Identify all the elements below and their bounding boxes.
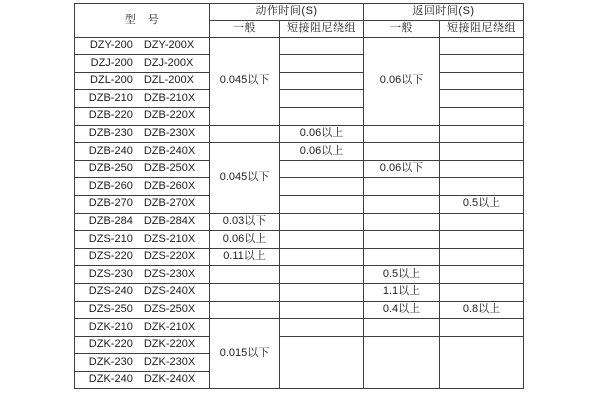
return-damping-cell bbox=[440, 125, 524, 143]
model-cell: DZS-210 DZS-210X bbox=[75, 231, 210, 249]
return-damping-cell: 0.8以上 bbox=[440, 301, 524, 319]
return-damping-cell bbox=[440, 231, 524, 249]
action-damping-cell bbox=[280, 301, 364, 319]
return-general-cell bbox=[364, 178, 440, 196]
table-header bbox=[75, 4, 524, 38]
table-row bbox=[75, 160, 524, 178]
table-row bbox=[75, 125, 524, 143]
table-row bbox=[75, 266, 524, 284]
action-damping-cell bbox=[280, 72, 364, 90]
table-row bbox=[75, 37, 524, 55]
return-general-cell: 1.1以上 bbox=[364, 283, 440, 301]
return-general-cell bbox=[364, 248, 440, 266]
action-damping-cell bbox=[280, 231, 364, 249]
table-row bbox=[75, 90, 524, 108]
return-damping-cell bbox=[440, 90, 524, 108]
action-damping-cell bbox=[280, 266, 364, 284]
model-cell: DZL-200 DZL-200X bbox=[75, 72, 210, 90]
table-row bbox=[75, 319, 524, 337]
model-cell: DZS-230 DZS-230X bbox=[75, 266, 210, 284]
return-damping-cell bbox=[440, 319, 524, 337]
model-cell: DZB-240 DZB-240X bbox=[75, 143, 210, 161]
return-general-cell bbox=[364, 213, 440, 231]
return-general-cell: 0.5以上 bbox=[364, 266, 440, 284]
return-damping-cell bbox=[440, 266, 524, 284]
action-general-cell: 0.11以上 bbox=[210, 248, 280, 266]
table-row bbox=[75, 195, 524, 213]
table-row bbox=[75, 143, 524, 161]
return-damping-cell bbox=[440, 336, 524, 389]
table-row bbox=[75, 213, 524, 231]
header-return-general: 一般 bbox=[364, 20, 440, 37]
return-general-cell bbox=[364, 319, 440, 337]
model-cell: DZJ-200 DZJ-200X bbox=[75, 55, 210, 73]
model-cell: DZB-220 DZB-220X bbox=[75, 107, 210, 125]
action-damping-cell bbox=[280, 107, 364, 125]
return-damping-cell bbox=[440, 55, 524, 73]
return-damping-cell bbox=[440, 107, 524, 125]
return-general-cell: 0.06以下 bbox=[364, 160, 440, 178]
return-general-cell: 0.4以上 bbox=[364, 301, 440, 319]
return-general-cell: 0.06以下 bbox=[364, 37, 440, 125]
action-general-cell: 0.015以下 bbox=[210, 319, 280, 389]
return-damping-cell bbox=[440, 213, 524, 231]
return-damping-cell bbox=[440, 160, 524, 178]
action-damping-cell bbox=[280, 213, 364, 231]
model-cell: DZB-230 DZB-230X bbox=[75, 125, 210, 143]
model-cell: DZS-220 DZS-220X bbox=[75, 248, 210, 266]
action-damping-cell bbox=[280, 55, 364, 73]
return-general-cell bbox=[364, 336, 440, 389]
table-row bbox=[75, 283, 524, 301]
table-row bbox=[75, 248, 524, 266]
model-cell: DZS-250 DZS-250X bbox=[75, 301, 210, 319]
model-cell: DZB-260 DZB-260X bbox=[75, 178, 210, 196]
action-general-cell: 0.06以上 bbox=[210, 231, 280, 249]
model-cell: DZK-210 DZK-210X bbox=[75, 319, 210, 337]
action-damping-cell bbox=[280, 283, 364, 301]
relay-spec-table bbox=[74, 3, 524, 389]
table-row bbox=[75, 55, 524, 73]
table-row bbox=[75, 301, 524, 319]
model-cell: DZK-240 DZK-240X bbox=[75, 371, 210, 389]
return-general-cell bbox=[364, 231, 440, 249]
action-general-cell: 0.045以下 bbox=[210, 37, 280, 125]
model-cell: DZB-284 DZB-284X bbox=[75, 213, 210, 231]
model-cell: DZY-200 DZY-200X bbox=[75, 37, 210, 55]
action-damping-cell bbox=[280, 319, 364, 337]
action-damping-cell bbox=[280, 248, 364, 266]
return-damping-cell bbox=[440, 283, 524, 301]
return-general-cell bbox=[364, 125, 440, 143]
model-cell: DZK-230 DZK-230X bbox=[75, 354, 210, 372]
table-row bbox=[75, 336, 524, 354]
header-return-damping: 短接阻尼绕组 bbox=[440, 20, 524, 37]
header-return-time: 返回时间(S) bbox=[364, 4, 524, 21]
action-damping-cell bbox=[280, 195, 364, 213]
return-damping-cell bbox=[440, 37, 524, 55]
return-general-cell bbox=[364, 143, 440, 161]
return-damping-cell bbox=[440, 143, 524, 161]
action-general-cell bbox=[210, 266, 280, 284]
return-damping-cell bbox=[440, 72, 524, 90]
action-general-cell bbox=[210, 125, 280, 143]
header-action-general: 一般 bbox=[210, 20, 280, 37]
action-general-cell: 0.03以下 bbox=[210, 213, 280, 231]
return-damping-cell bbox=[440, 248, 524, 266]
header-action-damping: 短接阻尼绕组 bbox=[280, 20, 364, 37]
return-damping-cell bbox=[440, 178, 524, 196]
model-cell: DZB-210 DZB-210X bbox=[75, 90, 210, 108]
action-damping-cell bbox=[280, 178, 364, 196]
action-damping-cell bbox=[280, 90, 364, 108]
action-damping-cell bbox=[280, 37, 364, 55]
header-model: 型 号 bbox=[75, 4, 210, 38]
action-damping-cell: 0.06以上 bbox=[280, 143, 364, 161]
table-row bbox=[75, 107, 524, 125]
model-cell: DZB-270 DZB-270X bbox=[75, 195, 210, 213]
action-damping-cell bbox=[280, 160, 364, 178]
model-cell: DZS-240 DZS-240X bbox=[75, 283, 210, 301]
action-general-cell: 0.045以下 bbox=[210, 143, 280, 213]
model-cell: DZK-220 DZK-220X bbox=[75, 336, 210, 354]
table-row bbox=[75, 231, 524, 249]
action-damping-cell: 0.06以上 bbox=[280, 125, 364, 143]
model-cell: DZB-250 DZB-250X bbox=[75, 160, 210, 178]
action-general-cell bbox=[210, 301, 280, 319]
header-action-time: 动作时间(S) bbox=[210, 4, 364, 21]
table-row bbox=[75, 72, 524, 90]
action-general-cell bbox=[210, 283, 280, 301]
action-damping-cell bbox=[280, 336, 364, 389]
return-damping-cell: 0.5以上 bbox=[440, 195, 524, 213]
return-general-cell bbox=[364, 195, 440, 213]
table-row bbox=[75, 178, 524, 196]
